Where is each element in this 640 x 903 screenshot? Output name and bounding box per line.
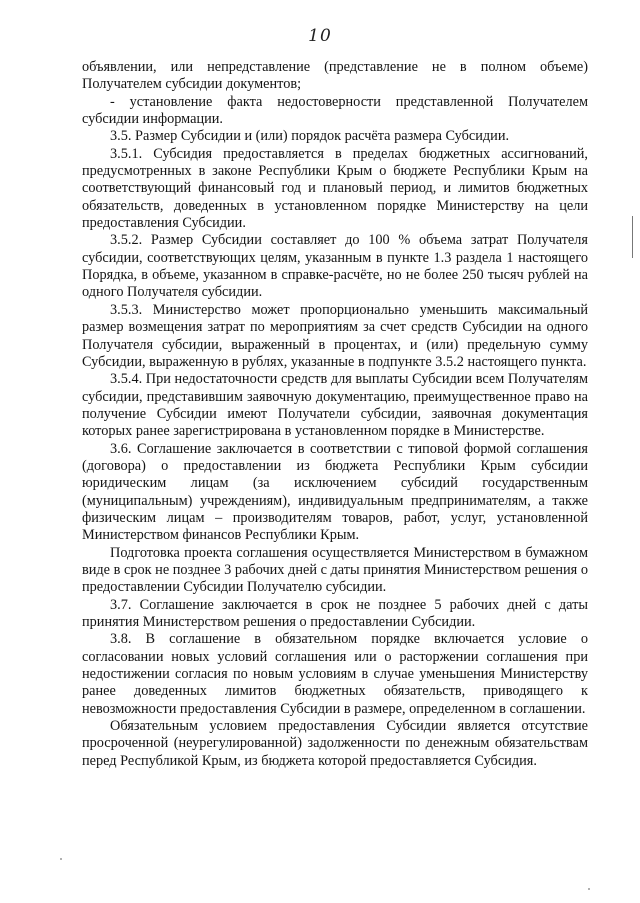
scan-speck xyxy=(60,858,62,860)
paragraph-3-6: 3.6. Соглашение заключается в соответствии с типовой формой соглашения (договора) о предоставлении из бюджета Республики Крым субсидии юридическим лицам (за исключением субсидий государственным (муниципальным) учреждениям), индивидуальным предпринимателям, а также физическим лицам – производителям товаров, работ, услуг, установленной Министерством финансов Республики Крым. xyxy=(82,440,588,544)
paragraph-2: - установление факта недостоверности представленной Получателем субсидии информации. xyxy=(82,93,588,128)
paragraph-3-8: 3.8. В соглашение в обязательном порядке включается условие о согласовании новых условий соглашения или о расторжении соглашения при недостижении согласия по новым условиям в случае уменьшения Министерству ранее доведенных лимитов бюджетных обязательств, приводящего к невозможности предоставления Субсидии в размере, определенном в соглашении. xyxy=(82,631,588,717)
scan-speck xyxy=(588,888,590,890)
paragraph-3-5: 3.5. Размер Субсидии и (или) порядок расчёта размера Субсидии. xyxy=(110,128,510,145)
document-body xyxy=(82,59,588,770)
paragraph-3-5-4: 3.5.4. При недостаточности средств для выплаты Субсидии всем Получателям субсидии, представившим заявочную документацию, преимущественное право на получение Субсидии имеют Получатели субсидии, заявочная документация которых ранее зарегистрирована в установленном порядке в Министерстве. xyxy=(82,371,588,440)
paragraph-3-5-2: 3.5.2. Размер Субсидии составляет до 100 % объема затрат Получателя субсидии, соответствующих целям, указанным в пункте 1.3 раздела 1 настоящего Порядка, в объеме, указанном в справке-расчёте, но не более 250 тысяч рублей на одного Получателя субсидии. xyxy=(82,232,588,301)
paragraph-3-5-1: 3.5.1. Субсидия предоставляется в пределах бюджетных ассигнований, предусмотренных в законе Республики Крым о бюджете Республики Крым на соответствующий финансовый год и плановый период, и лимитов бюджетных обязательств, доведенных в установленном порядке Министерству на цели предоставления Субсидии. xyxy=(82,145,588,232)
page-number: 10 xyxy=(308,26,332,46)
paragraph-3-5-3: 3.5.3. Министерство может пропорционально уменьшить максимальный размер возмещения затрат по мероприятиям за счет средств Субсидии на одного Получателя субсидии, выраженный в процентах, и (или) предельную сумму Субсидии, выраженную в рублях, указанные в подпункте 3.5.2 настоящего пункта. xyxy=(82,301,588,370)
paragraph-1: объявлении, или непредставление (представление не в полном объеме) Получателем субсидии документов; xyxy=(82,59,588,93)
paragraph-mandatory-condition: Обязательным условием предоставления Субсидии является отсутствие просроченной (неурегулированной) задолженности по денежным обязательствам перед Республикой Крым, из бюджета которой предоставляется Субсидия. xyxy=(82,718,588,769)
scan-edge-mark xyxy=(632,216,633,258)
paragraph-draft-preparation: Подготовка проекта соглашения осуществляется Министерством в бумажном виде в срок не позднее 3 рабочих дней с даты принятия Министерством решения о предоставлении Субсидии Получателю субсидии. xyxy=(82,544,588,596)
paragraph-3-7: 3.7. Соглашение заключается в срок не позднее 5 рабочих дней с даты принятия Министерством решения о предоставлении Субсидии. xyxy=(82,596,588,630)
